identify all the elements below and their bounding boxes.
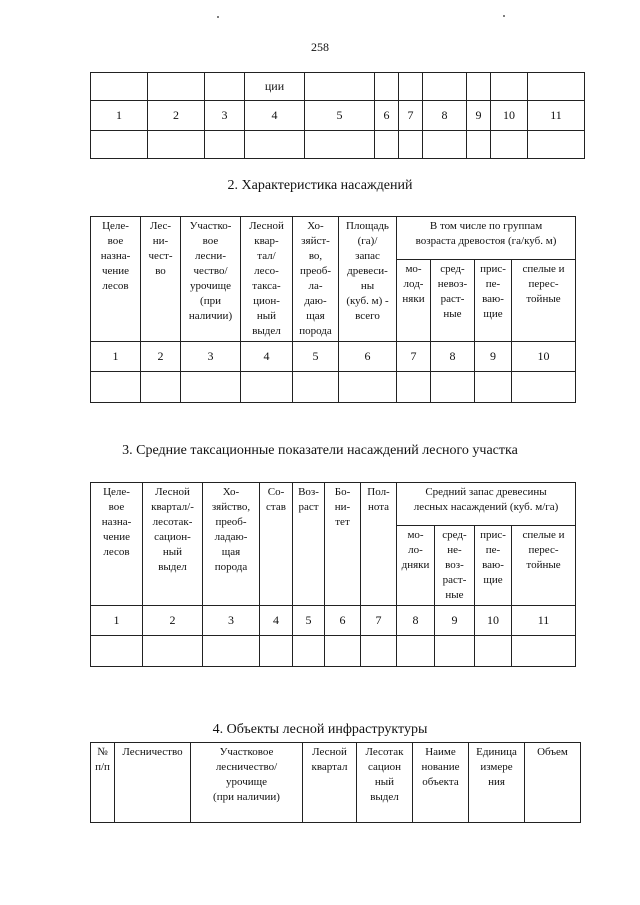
group-header-cell: Средний запас древесины лесных насаждений (куб. м/га) (397, 483, 576, 526)
column-number: 7 (361, 606, 397, 636)
header-cell: Целе- вое назна- чение лесов (91, 483, 143, 606)
header-cell: Объем (525, 743, 581, 823)
scan-mark-right (503, 15, 505, 17)
column-number: 11 (512, 606, 576, 636)
column-number: 7 (399, 101, 423, 131)
header-cell: Со- став (260, 483, 293, 606)
column-number: 1 (91, 101, 148, 131)
subheader-cell: спелые и перес- тойные (512, 260, 576, 342)
table-average-taxation (90, 482, 576, 667)
table3-empty-row (91, 636, 576, 667)
column-number: 5 (293, 606, 325, 636)
column-number: 6 (325, 606, 361, 636)
column-number: 6 (375, 101, 399, 131)
table1-header-row (91, 73, 585, 101)
column-number: 8 (397, 606, 435, 636)
table1-numbering-row (91, 101, 585, 131)
subheader-cell: сред- не- воз- раст- ные (435, 526, 475, 606)
column-number: 4 (241, 342, 293, 372)
subheader-cell: мо- лод- няки (397, 260, 431, 342)
column-number: 2 (141, 342, 181, 372)
column-number: 1 (91, 342, 141, 372)
column-number: 8 (423, 101, 467, 131)
column-number: 6 (339, 342, 397, 372)
header-cell: Целе- вое назна- чение лесов (91, 217, 141, 342)
table-stand-characteristics (90, 216, 576, 403)
section-title-4: 4. Объекты лесной инфраструктуры (212, 722, 428, 737)
header-cell: Воз- раст (293, 483, 325, 606)
column-number: 7 (397, 342, 431, 372)
subheader-cell: сред- невоз- раст- ные (431, 260, 475, 342)
scan-mark-left (217, 16, 219, 18)
header-cell: Пол- нота (361, 483, 397, 606)
table1-empty-row (91, 131, 585, 159)
column-number: 9 (467, 101, 491, 131)
table-top-continuation (90, 72, 585, 159)
subheader-cell: прис- пе- ваю- щие (475, 526, 512, 606)
header-cell: Хо- зяйство, преоб- ладаю- щая порода (203, 483, 260, 606)
column-number: 3 (205, 101, 245, 131)
header-cell: Лесной квартал (303, 743, 357, 823)
table3-numbering-row (91, 606, 576, 636)
column-number: 2 (148, 101, 205, 131)
table2-empty-row (91, 372, 576, 403)
column-number: 8 (431, 342, 475, 372)
header-cell: Единица измере ния (469, 743, 525, 823)
column-number: 3 (203, 606, 260, 636)
subheader-cell: мо- ло- дняки (397, 526, 435, 606)
column-number: 3 (181, 342, 241, 372)
header-cell: ции (245, 73, 305, 101)
section-title-2: 2. Характеристика насаждений (227, 178, 413, 193)
column-number: 10 (512, 342, 576, 372)
header-cell: № п/п (91, 743, 115, 823)
column-number: 10 (475, 606, 512, 636)
header-cell: Участко- вое лесни- чество/ урочище (при наличии) (181, 217, 241, 342)
table2-numbering-row (91, 342, 576, 372)
table2-header-row-1 (91, 217, 576, 260)
section-title-3: 3. Средние таксационные показатели насаждений лесного участка (122, 443, 518, 458)
subheader-cell: спелые и перес- тойные (512, 526, 576, 606)
header-cell: Наиме нование объекта (413, 743, 469, 823)
column-number: 5 (305, 101, 375, 131)
column-number: 4 (245, 101, 305, 131)
table-forest-infrastructure (90, 742, 581, 823)
column-number: 10 (491, 101, 528, 131)
header-cell: Хо- зяйст- во, преоб- ла- даю- щая порода (293, 217, 339, 342)
column-number: 1 (91, 606, 143, 636)
column-number: 11 (528, 101, 585, 131)
column-number: 5 (293, 342, 339, 372)
header-cell: Лесной квартал/- лесотак- сацион- ный выдел (143, 483, 203, 606)
header-cell: Бо- ни- тет (325, 483, 361, 606)
table4-header-row (91, 743, 581, 823)
column-number: 9 (435, 606, 475, 636)
column-number: 4 (260, 606, 293, 636)
page-number: 258 (311, 40, 329, 54)
column-number: 2 (143, 606, 203, 636)
header-cell: Лесничество (115, 743, 191, 823)
header-cell: Участковое лесничество/ урочище (при наличии) (191, 743, 303, 823)
header-cell: Лесотак сацион ный выдел (357, 743, 413, 823)
header-cell: Площадь (га)/ запас древеси- ны (куб. м) - всего (339, 217, 397, 342)
header-cell: Лесной квар- тал/ лесо- такса- цион- ный выдел (241, 217, 293, 342)
header-cell: Лес- ни- чест- во (141, 217, 181, 342)
column-number: 9 (475, 342, 512, 372)
table3-header-row-1 (91, 483, 576, 526)
subheader-cell: прис- пе- ваю- щие (475, 260, 512, 342)
group-header-cell: В том числе по группам возраста древостоя (га/куб. м) (397, 217, 576, 260)
